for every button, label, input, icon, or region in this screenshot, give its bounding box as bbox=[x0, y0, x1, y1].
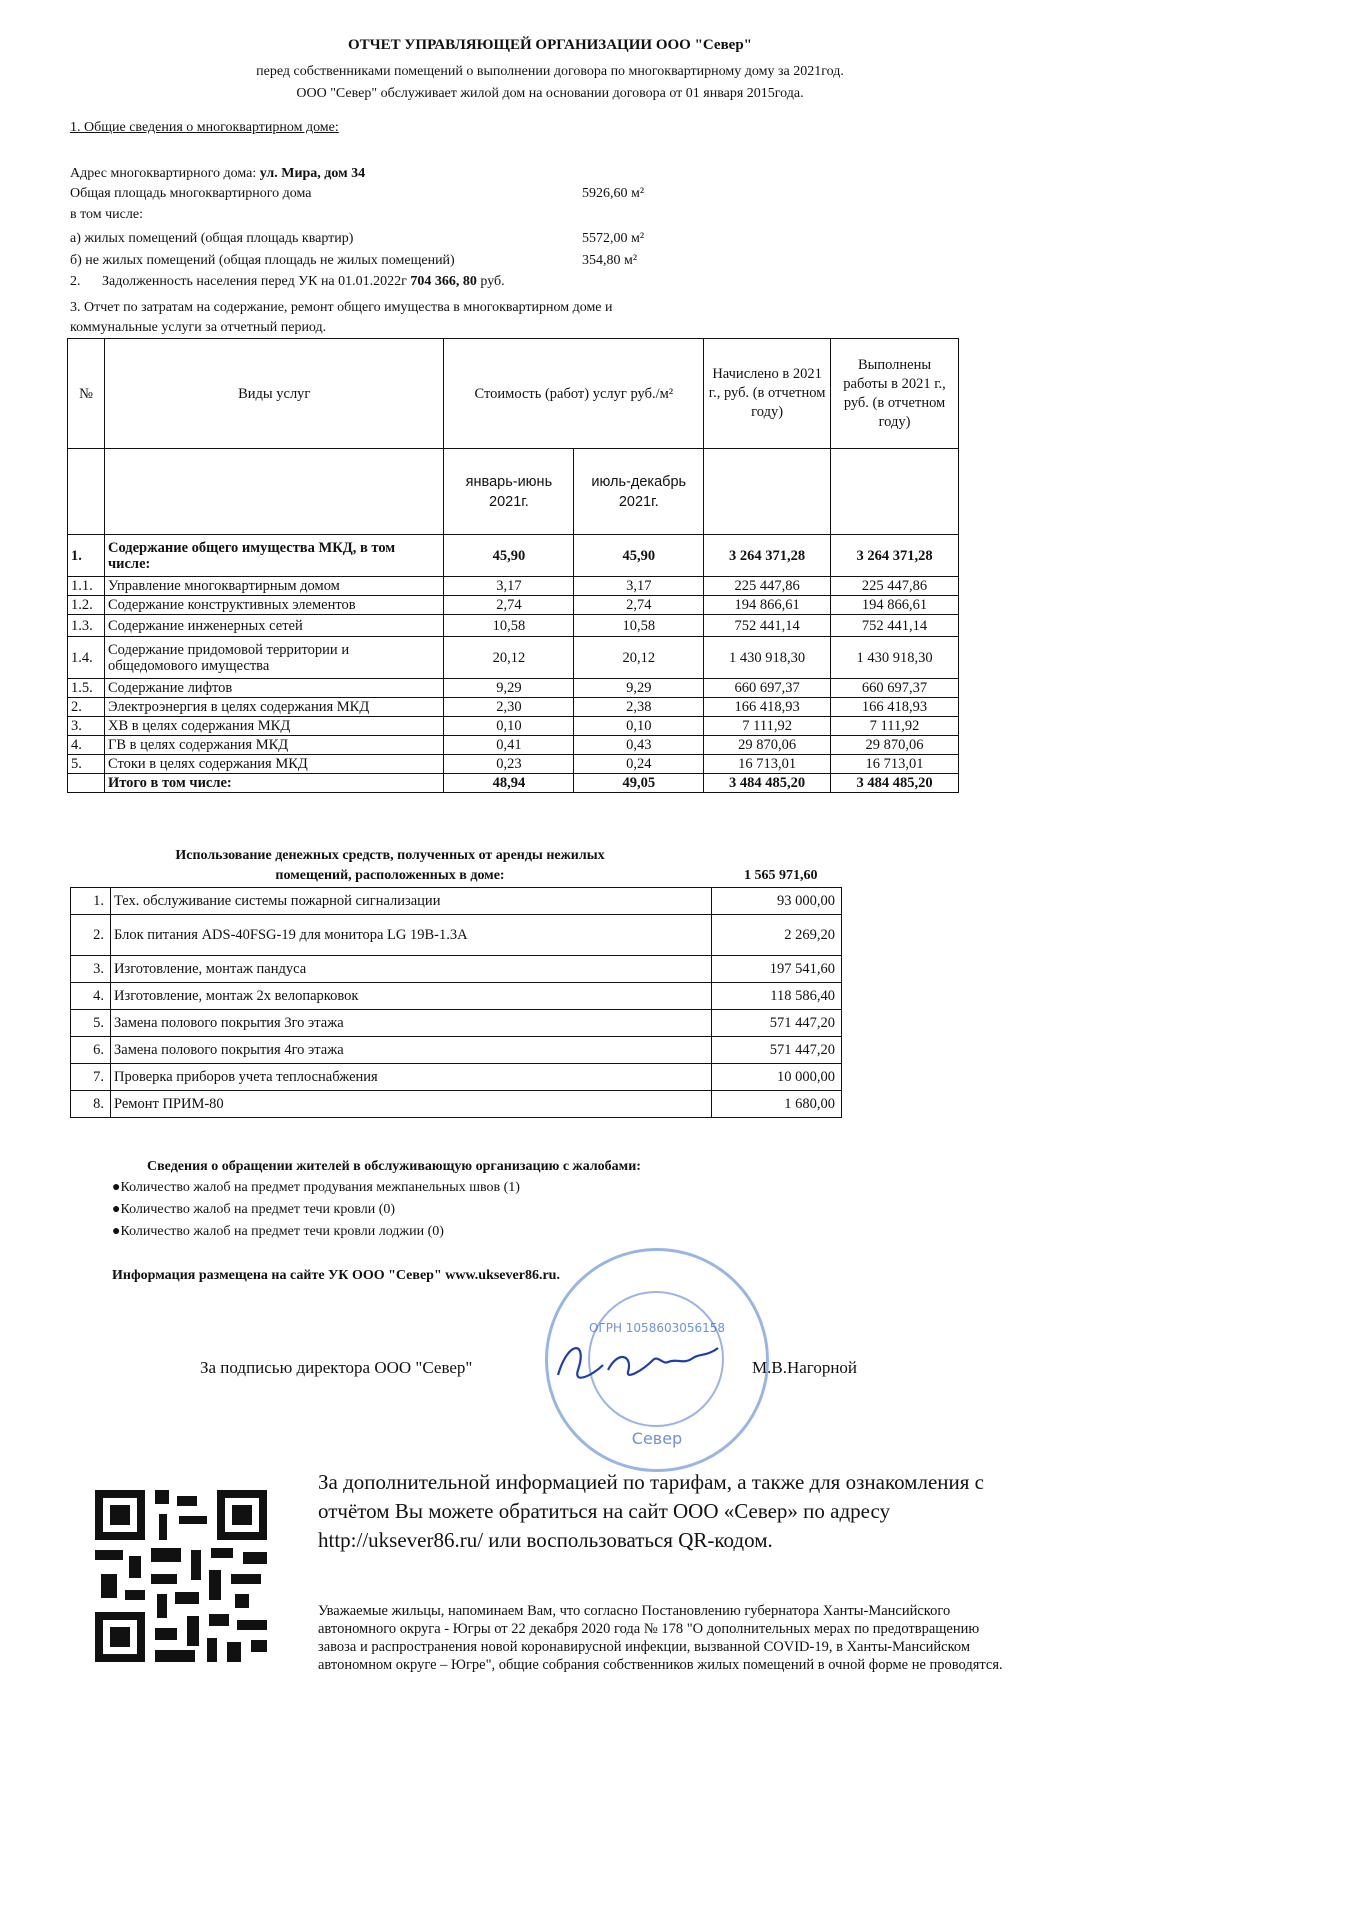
row-p2: 0,10 bbox=[574, 717, 704, 736]
row-name: Стоки в целях содержания МКД bbox=[104, 755, 444, 774]
row-charged: 752 441,14 bbox=[704, 615, 831, 637]
living-area-label: а) жилых помещений (общая площадь квартир) bbox=[70, 231, 354, 246]
list-item bbox=[71, 1037, 842, 1064]
row-number: 1. bbox=[68, 535, 105, 577]
list-item bbox=[71, 888, 842, 915]
rent-row-name: Тех. обслуживание системы пожарной сигнализации bbox=[111, 888, 712, 915]
table-row bbox=[68, 736, 959, 755]
rent-heading-1: Использование денежных средств, полученных от аренды нежилых bbox=[175, 848, 605, 863]
row-p2: 2,38 bbox=[574, 698, 704, 717]
rent-row-name: Замена полового покрытия 4го этажа bbox=[111, 1037, 712, 1064]
report-title: ОТЧЕТ УПРАВЛЯЮЩЕЙ ОРГАНИЗАЦИИ ООО "Север" bbox=[347, 37, 752, 53]
rent-row-value: 571 447,20 bbox=[712, 1037, 842, 1064]
rent-row-name: Изготовление, монтаж 2х велопарковок bbox=[111, 983, 712, 1010]
total-label: Итого в том числе: bbox=[104, 774, 444, 793]
total-p2: 49,05 bbox=[574, 774, 704, 793]
row-p2: 2,74 bbox=[574, 596, 704, 615]
qr-code-image bbox=[95, 1490, 267, 1662]
including-label: в том числе: bbox=[70, 207, 143, 222]
row-number: 1.3. bbox=[68, 615, 105, 637]
rent-row-value: 571 447,20 bbox=[712, 1010, 842, 1037]
nonliving-area-value: 354,80 м² bbox=[582, 253, 638, 268]
list-item bbox=[71, 1091, 842, 1118]
complaint-item: ●Количество жалоб на предмет течи кровли лоджии (0) bbox=[112, 1224, 444, 1239]
row-charged: 194 866,61 bbox=[704, 596, 831, 615]
report-subtitle-1: перед собственниками помещений о выполнении договора по многоквартирному дому за 2021год. bbox=[256, 64, 844, 79]
rent-row-number: 4. bbox=[71, 983, 111, 1010]
col-services-header: Виды услуг bbox=[104, 339, 444, 449]
footer-info-text: За дополнительной информацией по тарифам, а также для ознакомления с отчётом Вы можете обратиться на сайт ООО «Север» по адресу http://uksever86.ru/ или воспользоваться QR-кодом. bbox=[318, 1470, 984, 1552]
row-p1: 45,90 bbox=[444, 535, 574, 577]
row-done: 660 697,37 bbox=[831, 679, 959, 698]
row-name: Электроэнергия в целях содержания МКД bbox=[104, 698, 444, 717]
table-row bbox=[68, 755, 959, 774]
col-number-header: № bbox=[68, 339, 105, 449]
table-row bbox=[68, 577, 959, 596]
row-done: 194 866,61 bbox=[831, 596, 959, 615]
row-p2: 10,58 bbox=[574, 615, 704, 637]
debt-unit: руб. bbox=[480, 274, 505, 289]
complaint-item: ●Количество жалоб на предмет продувания межпанельных швов (1) bbox=[112, 1180, 520, 1195]
row-done: 166 418,93 bbox=[831, 698, 959, 717]
director-name: М.В.Нагорной bbox=[752, 1358, 858, 1377]
complaints-heading: Сведения о обращении жителей в обслуживающую организацию с жалобами: bbox=[147, 1159, 641, 1174]
col-cost-header: Стоимость (работ) услуг руб./м² bbox=[444, 339, 704, 449]
footer-notice-text: Уважаемые жильцы, напоминаем Вам, что согласно Постановлению губернатора Ханты-Мансийского автономного округа - Югры от 22 декабря 2020 года № 178 "О дополнительных мерах по предотвращению завоза и распространения новой коронавирусной инфекции, вызванной COVID-19, в Ханты-Мансийском автономном округе – Югре", общие собрания собственников жилых помещений в очной форме не проводятся. bbox=[318, 1603, 1003, 1673]
row-name: Содержание придомовой территории и общедомового имущества bbox=[104, 637, 444, 679]
list-item bbox=[71, 1010, 842, 1037]
row-number: 4. bbox=[68, 736, 105, 755]
row-number: 1.5. bbox=[68, 679, 105, 698]
report-line-2: коммунальные услуги за отчетный период. bbox=[70, 320, 327, 335]
address-value: ул. Мира, дом 34 bbox=[259, 166, 366, 181]
table-row bbox=[68, 535, 959, 577]
list-item bbox=[71, 915, 842, 956]
row-charged: 1 430 918,30 bbox=[704, 637, 831, 679]
rent-heading-2: помещений, расположенных в доме: bbox=[275, 868, 505, 883]
rent-row-number: 6. bbox=[71, 1037, 111, 1064]
list-item bbox=[71, 1064, 842, 1091]
table-row bbox=[68, 717, 959, 736]
row-p1: 3,17 bbox=[444, 577, 574, 596]
row-charged: 16 713,01 bbox=[704, 755, 831, 774]
row-done: 752 441,14 bbox=[831, 615, 959, 637]
row-p1: 9,29 bbox=[444, 679, 574, 698]
rent-row-number: 1. bbox=[71, 888, 111, 915]
rent-row-name: Изготовление, монтаж пандуса bbox=[111, 956, 712, 983]
row-charged: 660 697,37 bbox=[704, 679, 831, 698]
handwritten-signature bbox=[548, 1330, 733, 1400]
report-line-1: 3. Отчет по затратам на содержание, ремонт общего имущества в многоквартирном доме и bbox=[70, 300, 613, 315]
row-number: 3. bbox=[68, 717, 105, 736]
period1-header: январь-июнь 2021г. bbox=[444, 449, 574, 535]
row-number: 1.1. bbox=[68, 577, 105, 596]
empty-cell bbox=[704, 449, 831, 535]
rent-row-name: Замена полового покрытия 3го этажа bbox=[111, 1010, 712, 1037]
row-done: 29 870,06 bbox=[831, 736, 959, 755]
debt-number: 2. bbox=[70, 274, 81, 289]
rent-row-name: Блок питания ADS-40FSG-19 для монитора LG 19B-1.3A bbox=[111, 915, 712, 956]
stamp-center: Север bbox=[631, 1429, 683, 1448]
address-label: Адрес многоквартирного дома: bbox=[70, 166, 257, 181]
rent-row-value: 118 586,40 bbox=[712, 983, 842, 1010]
row-name: Управление многоквартирным домом bbox=[104, 577, 444, 596]
row-done: 3 264 371,28 bbox=[831, 535, 959, 577]
row-p1: 0,41 bbox=[444, 736, 574, 755]
row-p2: 9,29 bbox=[574, 679, 704, 698]
total-area-value: 5926,60 м² bbox=[582, 186, 645, 201]
col-charged-header: Начислено в 2021 г., руб. (в отчетном году) bbox=[704, 339, 831, 449]
table-row bbox=[68, 596, 959, 615]
row-p2: 45,90 bbox=[574, 535, 704, 577]
total-p1: 48,94 bbox=[444, 774, 574, 793]
services-table bbox=[67, 338, 959, 793]
stamp-ogrn: ОГРН 1058603056158 bbox=[588, 1321, 726, 1335]
row-p2: 20,12 bbox=[574, 637, 704, 679]
row-done: 7 111,92 bbox=[831, 717, 959, 736]
row-name: Содержание общего имущества МКД, в том числе: bbox=[104, 535, 444, 577]
list-item bbox=[71, 983, 842, 1010]
empty-cell bbox=[831, 449, 959, 535]
row-done: 1 430 918,30 bbox=[831, 637, 959, 679]
section1-heading: 1. Общие сведения о многоквартирном доме: bbox=[70, 120, 339, 135]
rent-row-number: 7. bbox=[71, 1064, 111, 1091]
row-p2: 3,17 bbox=[574, 577, 704, 596]
row-number: 2. bbox=[68, 698, 105, 717]
list-item bbox=[71, 956, 842, 983]
total-done: 3 484 485,20 bbox=[831, 774, 959, 793]
row-p1: 0,10 bbox=[444, 717, 574, 736]
rent-row-value: 197 541,60 bbox=[712, 956, 842, 983]
row-number: 1.4. bbox=[68, 637, 105, 679]
rent-row-value: 10 000,00 bbox=[712, 1064, 842, 1091]
row-p2: 0,43 bbox=[574, 736, 704, 755]
rent-total: 1 565 971,60 bbox=[744, 868, 818, 883]
living-area-value: 5572,00 м² bbox=[582, 231, 645, 246]
row-name: Содержание лифтов bbox=[104, 679, 444, 698]
table-total-row bbox=[68, 774, 959, 793]
row-charged: 3 264 371,28 bbox=[704, 535, 831, 577]
rent-row-name: Ремонт ПРИМ-80 bbox=[111, 1091, 712, 1118]
rent-row-number: 2. bbox=[71, 915, 111, 956]
address-row bbox=[70, 166, 365, 182]
row-charged: 225 447,86 bbox=[704, 577, 831, 596]
row-charged: 7 111,92 bbox=[704, 717, 831, 736]
col-done-header: Выполнены работы в 2021 г., руб. (в отчетном году) bbox=[831, 339, 959, 449]
total-charged: 3 484 485,20 bbox=[704, 774, 831, 793]
debt-row bbox=[70, 274, 505, 290]
table-row bbox=[68, 679, 959, 698]
rent-row-value: 1 680,00 bbox=[712, 1091, 842, 1118]
row-p1: 20,12 bbox=[444, 637, 574, 679]
row-name: Содержание конструктивных элементов bbox=[104, 596, 444, 615]
rent-row-name: Проверка приборов учета теплоснабжения bbox=[111, 1064, 712, 1091]
row-p1: 2,74 bbox=[444, 596, 574, 615]
row-done: 16 713,01 bbox=[831, 755, 959, 774]
row-p1: 2,30 bbox=[444, 698, 574, 717]
row-number: 1.2. bbox=[68, 596, 105, 615]
debt-label: Задолженность населения перед УК на 01.01.2022г bbox=[102, 274, 407, 289]
empty-cell bbox=[68, 449, 105, 535]
signature-label: За подписью директора ООО "Север" bbox=[200, 1358, 473, 1377]
empty-cell bbox=[104, 449, 444, 535]
row-done: 225 447,86 bbox=[831, 577, 959, 596]
rent-row-number: 8. bbox=[71, 1091, 111, 1118]
debt-value: 704 366, 80 bbox=[410, 274, 477, 289]
empty-cell bbox=[68, 774, 105, 793]
table-row bbox=[68, 698, 959, 717]
row-p1: 0,23 bbox=[444, 755, 574, 774]
row-charged: 166 418,93 bbox=[704, 698, 831, 717]
row-p2: 0,24 bbox=[574, 755, 704, 774]
report-subtitle-2: ООО "Север" обслуживает жилой дом на основании договора от 01 января 2015года. bbox=[296, 86, 804, 101]
nonliving-area-label: б) не жилых помещений (общая площадь не жилых помещений) bbox=[70, 253, 455, 268]
row-name: ХВ в целях содержания МКД bbox=[104, 717, 444, 736]
row-charged: 29 870,06 bbox=[704, 736, 831, 755]
row-name: Содержание инженерных сетей bbox=[104, 615, 444, 637]
table-row bbox=[68, 615, 959, 637]
rent-row-value: 93 000,00 bbox=[712, 888, 842, 915]
rent-row-number: 3. bbox=[71, 956, 111, 983]
row-name: ГВ в целях содержания МКД bbox=[104, 736, 444, 755]
row-p1: 10,58 bbox=[444, 615, 574, 637]
row-number: 5. bbox=[68, 755, 105, 774]
table-row bbox=[68, 637, 959, 679]
rent-table bbox=[70, 887, 842, 1118]
rent-row-number: 5. bbox=[71, 1010, 111, 1037]
rent-row-value: 2 269,20 bbox=[712, 915, 842, 956]
complaint-item: ●Количество жалоб на предмет течи кровли (0) bbox=[112, 1202, 396, 1217]
total-area-label: Общая площадь многоквартирного дома bbox=[70, 186, 312, 201]
period2-header: июль-декабрь 2021г. bbox=[574, 449, 704, 535]
website-info: Информация размещена на сайте УК ООО "Север" www.uksever86.ru. bbox=[112, 1268, 560, 1283]
